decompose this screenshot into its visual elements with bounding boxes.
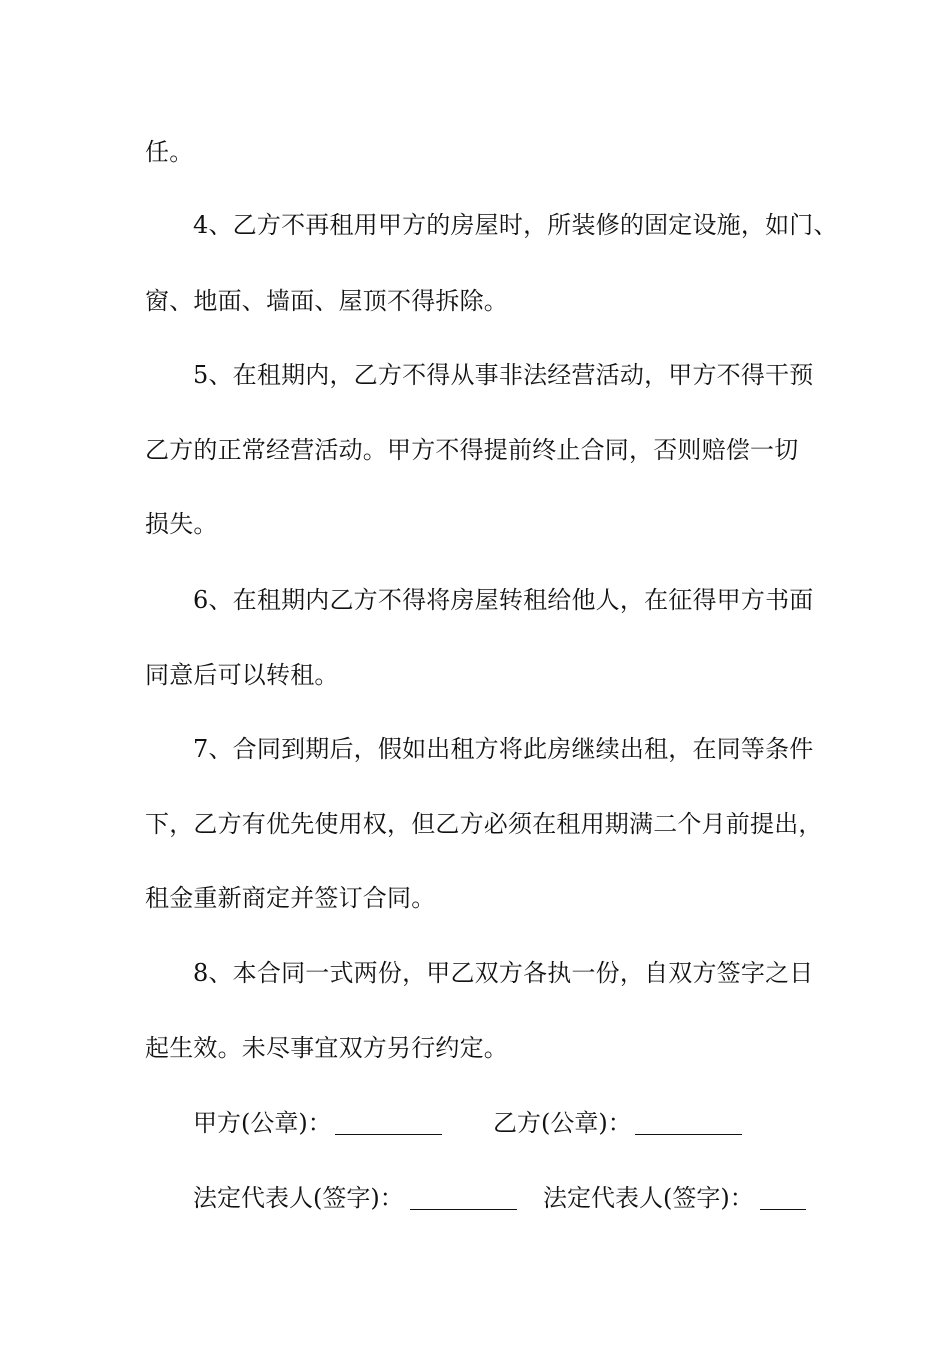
party-b-rep-blank xyxy=(760,1209,806,1210)
clause-8-line-1: 8、本合同一式两份，甲乙双方各执一份，自双方签字之日 xyxy=(193,959,814,987)
clause-5-line-1: 5、在租期内，乙方不得从事非法经营活动，甲方不得干预 xyxy=(193,361,814,389)
representative-signature-row xyxy=(0,1183,950,1215)
party-a-seal-blank xyxy=(335,1134,442,1135)
clause-6-line-2: 同意后可以转租。 xyxy=(145,661,339,689)
clause-7-line-1: 7、合同到期后，假如出租方将此房继续出租，在同等条件 xyxy=(193,735,814,763)
party-b-rep-label: 法定代表人(签字)： xyxy=(543,1184,754,1212)
party-a-rep-label: 法定代表人(签字)： xyxy=(193,1184,404,1212)
clause-7-line-3: 租金重新商定并签订合同。 xyxy=(145,884,436,912)
clause-4-line-2: 窗、地面、墙面、屋顶不得拆除。 xyxy=(145,287,508,315)
clause-4-line-1: 4、乙方不再租用甲方的房屋时，所装修的固定设施，如门、 xyxy=(193,211,838,239)
text-line: 任。 xyxy=(145,138,194,166)
clause-8-line-2: 起生效。未尽事宜双方另行约定。 xyxy=(145,1034,508,1062)
party-b-seal-blank xyxy=(635,1134,742,1135)
party-a-rep-blank xyxy=(410,1209,517,1210)
party-a-seal-label: 甲方(公章)： xyxy=(193,1109,332,1137)
clause-6-line-1: 6、在租期内乙方不得将房屋转租给他人，在征得甲方书面 xyxy=(193,586,814,614)
clause-5-line-2: 乙方的正常经营活动。甲方不得提前终止合同，否则赔偿一切 xyxy=(145,436,799,464)
clause-7-line-2: 下，乙方有优先使用权，但乙方必须在租用期满二个月前提出， xyxy=(145,810,823,838)
party-b-seal-label: 乙方(公章)： xyxy=(493,1109,632,1137)
clause-5-line-3: 损失。 xyxy=(145,510,218,538)
seal-signature-row xyxy=(0,1108,950,1140)
